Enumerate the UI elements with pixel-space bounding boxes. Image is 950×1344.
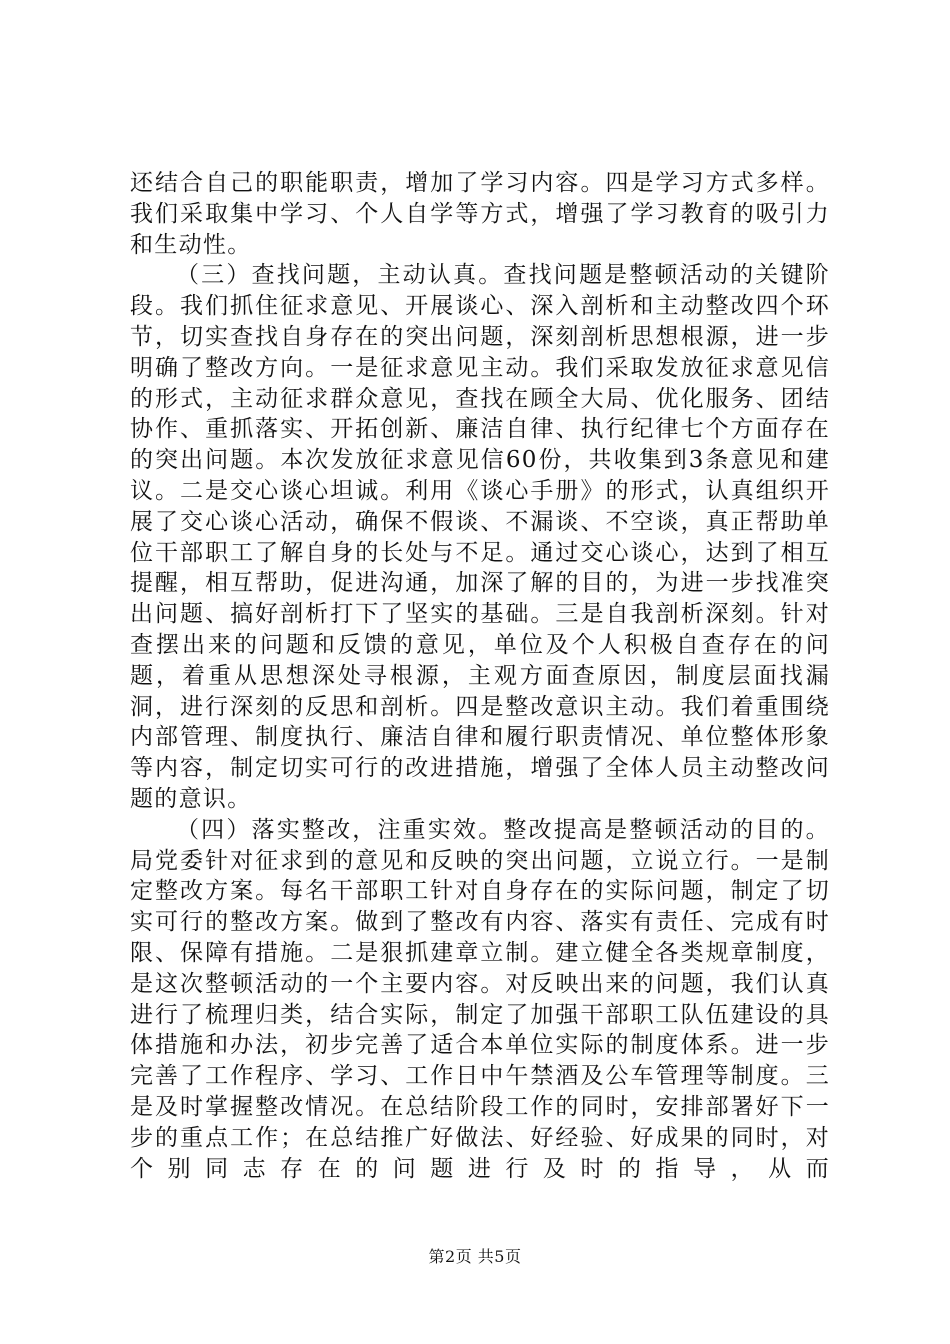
page-number-footer: 第2页 共5页 — [428, 1247, 522, 1266]
paragraph-section-three: （三）查找问题，主动认真。查找问题是整顿活动的关键阶段。我们抓住征求意见、开展谈心、深入剖析和主动整改四个环节，切实查找自身存在的突出问题，深刻剖析思想根源，进一步明确了整改方向。一是征求意见主动。我们采取发放征求意见信的形式，主动征求群众意见，查找在顾全大局、优化服务、团结协作、重抓落实、开拓创新、廉洁自律、执行纪律七个方面存在的突出问题。本次发放征求意见信60份，共收集到3条意见和建议。二是交心谈心坦诚。利用《谈心手册》的形式，认真组织开展了交心谈心活动，确保不假谈、不漏谈、不空谈，真正帮助单位干部职工了解自身的长处与不足。通过交心谈心，达到了相互提醒，相互帮助，促进沟通，加深了解的目的，为进一步找准突出问题、搞好剖析打下了坚实的基础。三是自我剖析深刻。针对查摆出来的问题和反馈的意见，单位及个人积极自查存在的问题，着重从思想深处寻根源，主观方面查原因，制度层面找漏洞，进行深刻的反思和剖析。四是整改意识主动。我们着重围绕内部管理、制度执行、廉洁自律和履行职责情况、单位整体形象等内容，制定切实可行的改进措施，增强了全体人员主动整改问题的意识。 — [130, 262, 830, 812]
paragraph-continued: 还结合自己的职能职责，增加了学习内容。四是学习方式多样。我们采取集中学习、个人自学等方式，增强了学习教育的吸引力和生动性。 — [130, 170, 830, 258]
paragraph-section-four: （四）落实整改，注重实效。整改提高是整顿活动的目的。局党委针对征求到的意见和反映的突出问题，立说立行。一是制定整改方案。每名干部职工针对自身存在的实际问题，制定了切实可行的整改方案。做到了整改有内容、落实有责任、完成有时限、保障有措施。二是狠抓建章立制。建立健全各类规章制度，是这次整顿活动的一个主要内容。对反映出来的问题，我们认真进行了梳理归类，结合实际，制定了加强干部职工队伍建设的具体措施和办法，初步完善了适合本单位实际的制度体系。进一步完善了工作程序、学习、工作日中午禁酒及公车管理等制度。三是及时掌握整改情况。在总结阶段工作的同时，安排部署好下一步的重点工作；在总结推广好做法、好经验、好成果的同时，对个别同志存在的问题进行及时的指导，从而 — [130, 816, 830, 1182]
document-body — [130, 168, 830, 1184]
